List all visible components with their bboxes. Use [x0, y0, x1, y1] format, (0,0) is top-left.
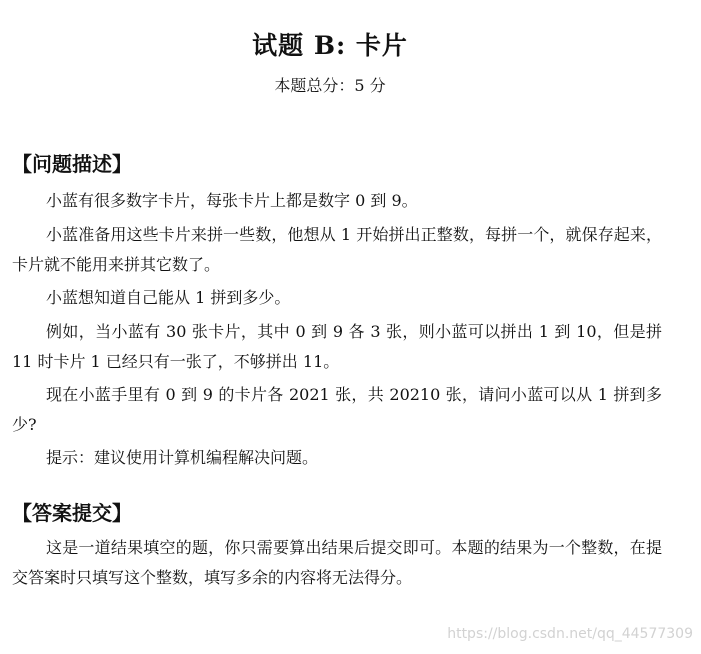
answer-submission-heading: 【答案提交】 [12, 501, 132, 525]
problem-description-heading: 【问题描述】 [12, 152, 132, 176]
problem-title: 试题 B: 卡片 [252, 31, 408, 60]
problem-paragraph: 小蓝准备用这些卡片来拼一些数，他想从 1 开始拼出正整数，每拼一个，就保存起来，卡片就不能用来拼其它数了。 [12, 225, 662, 274]
watermark-text: https://blog.csdn.net/qq_44577309 [447, 626, 693, 642]
problem-paragraph: 小蓝有很多数字卡片，每张卡片上都是数字 0 到 9。 [46, 191, 418, 210]
problem-hint: 提示：建议使用计算机编程解决问题。 [46, 448, 319, 467]
submission-paragraph: 这是一道结果填空的题，你只需要算出结果后提交即可。本题的结果为一个整数，在提交答案时只填写这个整数，填写多余的内容将无法得分。 [12, 538, 662, 587]
problem-paragraph: 现在小蓝手里有 0 到 9 的卡片各 2021 张，共 20210 张，请问小蓝可以从 1 拼到多少? [12, 385, 662, 434]
total-score: 本题总分：5 分 [274, 76, 386, 95]
problem-paragraph: 例如，当小蓝有 30 张卡片，其中 0 到 9 各 3 张，则小蓝可以拼出 1 到 10，但是拼 11 时卡片 1 已经只有一张了，不够拼出 11。 [12, 322, 662, 371]
problem-paragraph: 小蓝想知道自己能从 1 拼到多少。 [46, 288, 291, 307]
